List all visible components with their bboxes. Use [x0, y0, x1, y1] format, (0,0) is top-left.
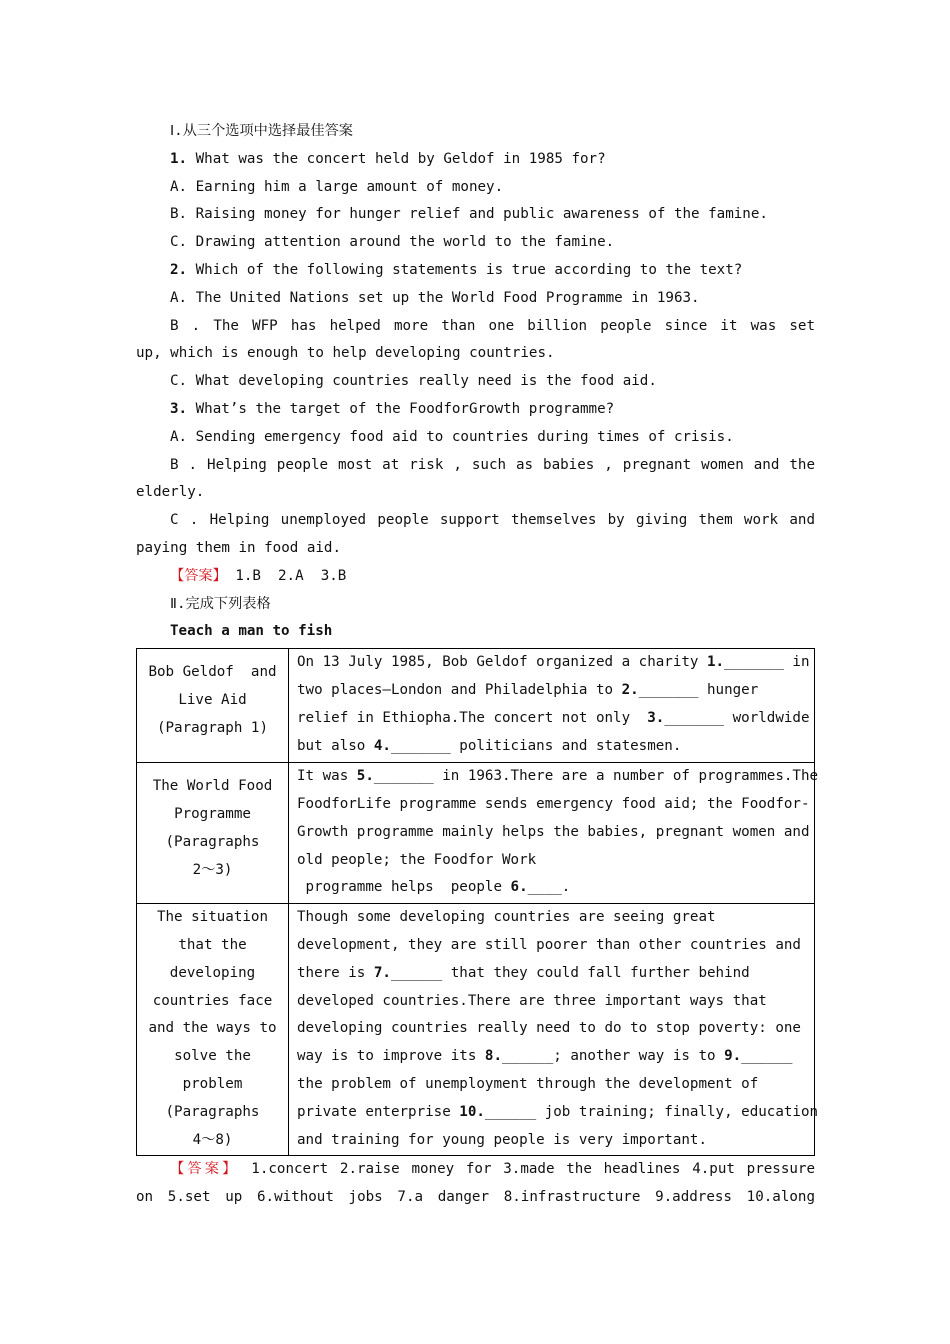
blank-7: ______ that they could fall further behind [390, 964, 750, 981]
part1-answers [136, 563, 815, 591]
option-a: A. Sending emergency food aid to countries during times of crisis. [170, 428, 734, 445]
question-number: 1. [170, 150, 188, 167]
blank-5: _______ in 1963.There are a number of programmes.The [373, 768, 819, 785]
option-b-cont: up, which is enough to help developing countries. [136, 345, 555, 362]
option-b: B . The WFP has helped more than one billion people since it was set [170, 317, 815, 334]
question-number: 2. [170, 261, 188, 278]
blank-9: ______ [741, 1048, 793, 1065]
table-row [137, 649, 815, 763]
blank-number: 1. [707, 654, 725, 671]
table-row [137, 904, 815, 1156]
row-content: It was 5._______ in 1963.There are a number of programmes.The FoodforLife programme sends emergency food aid; the Foodfor- Growth programme mainly helps the babies, pregnant women and old people; the Foodfor Work programme helps people 6.____. [289, 763, 815, 904]
part1-heading: Ⅰ.从三个选项中选择最佳答案 [170, 123, 353, 139]
row-label: Bob Geldof and Live Aid (Paragraph 1) [137, 649, 289, 763]
option-c: C . Helping unemployed people support themselves by giving them work and [170, 512, 815, 529]
question-1 [136, 146, 815, 174]
question-number: 3. [170, 400, 188, 417]
row-content: On 13 July 1985, Bob Geldof organized a charity 1._______ in two places—London and Philadelphia to 2._______ hunger relief in Ethiopha.The concert not only 3._______ worldwide but also 4._______ politicians and statesmen. [289, 649, 815, 763]
answer-text: 1.B 2.A 3.B [235, 567, 347, 584]
question-text: What was the concert held by Geldof in 1985 for? [195, 150, 606, 167]
option-c: C. What developing countries really need is the food aid. [170, 373, 657, 390]
blank-1: _______ in [724, 654, 810, 671]
question-3 [136, 396, 815, 424]
blank-number: 2. [621, 681, 639, 698]
blank-number: 4. [373, 737, 391, 754]
blank-number: 6. [510, 879, 528, 896]
blank-number: 9. [724, 1048, 742, 1065]
blank-4: _______ politicians and statesmen. [390, 737, 682, 754]
answer-tag: 【答案】 [170, 1161, 240, 1178]
passage-title: Teach a man to fish [170, 623, 333, 640]
question-2 [136, 257, 815, 285]
blank-number: 10. [459, 1103, 485, 1120]
blank-6: ____. [527, 879, 571, 896]
blank-2: _______ hunger [638, 681, 759, 698]
worksheet-page [136, 118, 819, 1212]
option-b-cont: elderly. [136, 484, 205, 501]
question-text: Which of the following statements is true according to the text? [195, 261, 743, 278]
blank-3: _______ worldwide [664, 709, 810, 726]
table-row [137, 763, 815, 904]
option-b: B. Raising money for hunger relief and public awareness of the famine. [170, 206, 768, 223]
blank-8: ______; another way is to [502, 1048, 725, 1065]
blank-10: ______ job training; finally, education [484, 1103, 819, 1120]
question-text: What’s the target of the FoodforGrowth programme? [195, 400, 615, 417]
option-a: A. The United Nations set up the World Food Programme in 1963. [170, 289, 700, 306]
part2-heading: Ⅱ.完成下列表格 [170, 595, 271, 612]
row-label: The World Food Programme (Paragraphs 2～3) [137, 763, 289, 904]
part2-answers [136, 1156, 815, 1184]
answer-tag: 【答案】 [170, 567, 227, 584]
part2-answers-cont: on 5.set up 6.without jobs 7.a danger 8.infrastructure 9.address 10.along [136, 1188, 815, 1205]
blank-number: 3. [647, 709, 665, 726]
option-c: C. Drawing attention around the world to the famine. [170, 234, 615, 251]
option-a: A. Earning him a large amount of money. [170, 178, 504, 195]
summary-table [136, 648, 819, 1156]
row-label: The situation that the developing countries face and the ways to solve the problem (Paragraphs 4～8) [137, 904, 289, 1156]
blank-number: 7. [373, 964, 391, 981]
blank-number: 5. [356, 768, 374, 785]
option-b: B . Helping people most at risk , such as babies , pregnant women and the [170, 456, 815, 473]
blank-number: 8. [484, 1048, 503, 1065]
row-content: Though some developing countries are seeing great development, they are still poorer than other countries and there is 7.______ that they could fall further behind developed countries.There are three important ways that developing countries really need to do to stop poverty: one way is to improve its 8.______; another way is to 9.______ the problem of unemployment through the development of private enterprise 10.______ job training; finally, education and training for young people is very important. [289, 904, 815, 1156]
option-c-cont: paying them in food aid. [136, 539, 341, 556]
answer-text: 1.concert 2.raise money for 3.made the headlines 4.put pressure [251, 1161, 815, 1178]
